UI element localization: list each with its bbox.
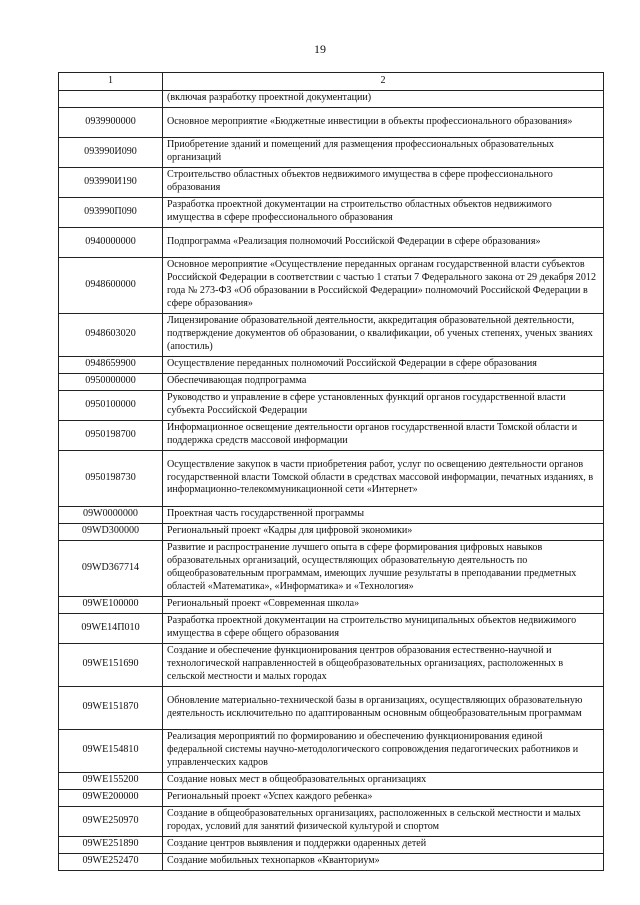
row-code: 0950198700 xyxy=(59,421,163,451)
row-description: Региональный проект «Современная школа» xyxy=(163,597,604,614)
row-code: 09W0000000 xyxy=(59,507,163,524)
row-code: 093990П090 xyxy=(59,198,163,228)
row-description: Создание новых мест в общеобразовательных организациях xyxy=(163,773,604,790)
table-row xyxy=(59,451,604,507)
row-description: Разработка проектной документации на строительство областных объектов недвижимого имущества в сфере профессионального образования xyxy=(163,198,604,228)
row-description: Осуществление переданных полномочий Российской Федерации в сфере образования xyxy=(163,357,604,374)
table-row xyxy=(59,837,604,854)
row-description: Осуществление закупок в части приобретения работ, услуг по освещению деятельности органов государственной власти Томской области в средствах массовой информации, печатных изданиях, в информационно-телекоммуникационной сети «Интернет» xyxy=(163,451,604,507)
budget-classification-table xyxy=(58,72,604,871)
row-code: 0948603020 xyxy=(59,314,163,357)
table-row xyxy=(59,687,604,730)
row-description: Обеспечивающая подпрограмма xyxy=(163,374,604,391)
row-code: 09WE155200 xyxy=(59,773,163,790)
table-row xyxy=(59,168,604,198)
table-row xyxy=(59,614,604,644)
row-description: Информационное освещение деятельности органов государственной власти Томской области и поддержка средств массовой информации xyxy=(163,421,604,451)
row-description: Региональный проект «Успех каждого ребенка» xyxy=(163,790,604,807)
table-row xyxy=(59,597,604,614)
table-row xyxy=(59,91,604,108)
row-description: Основное мероприятие «Осуществление переданных органам государственной власти субъектов Российской Федерации в соответствии с частью 1 статьи 7 Федерального закона от 29 декабря 2012 года № 273-ФЗ «Об образовании в Российской Федерации» полномочий Российской Федерации в сфере образования» xyxy=(163,258,604,314)
row-code: 09WE151690 xyxy=(59,644,163,687)
row-code: 09WE154810 xyxy=(59,730,163,773)
table-row xyxy=(59,644,604,687)
table-row xyxy=(59,357,604,374)
row-description: Лицензирование образовательной деятельности, аккредитация образовательной деятельности, подтверждение документов об образовании, о квалификации, об ученых степенях, ученых званиях (апостиль) xyxy=(163,314,604,357)
row-description: Приобретение зданий и помещений для размещения профессиональных образовательных организаций xyxy=(163,138,604,168)
row-code: 0950100000 xyxy=(59,391,163,421)
row-code: 0940000000 xyxy=(59,228,163,258)
table-row xyxy=(59,198,604,228)
row-description: Разработка проектной документации на строительство муниципальных объектов недвижимого имущества в сфере общего образования xyxy=(163,614,604,644)
row-description: Региональный проект «Кадры для цифровой экономики» xyxy=(163,524,604,541)
row-description: Создание центров выявления и поддержки одаренных детей xyxy=(163,837,604,854)
row-code: 0948659900 xyxy=(59,357,163,374)
row-description: (включая разработку проектной документации) xyxy=(163,91,604,108)
row-code: 09WE251890 xyxy=(59,837,163,854)
table-row xyxy=(59,730,604,773)
row-code: 0950198730 xyxy=(59,451,163,507)
row-description: Реализация мероприятий по формированию и обеспечению функционирования единой федеральной системы научно-методологического сопровождения педагогических работников и управленческих кадров xyxy=(163,730,604,773)
column-header-code: 1 xyxy=(59,73,163,91)
row-code: 09WE250970 xyxy=(59,807,163,837)
column-header-description: 2 xyxy=(163,73,604,91)
row-code: 09WE200000 xyxy=(59,790,163,807)
table-row xyxy=(59,524,604,541)
table-row xyxy=(59,374,604,391)
table-row xyxy=(59,541,604,597)
row-description: Подпрограмма «Реализация полномочий Российской Федерации в сфере образования» xyxy=(163,228,604,258)
table-row xyxy=(59,773,604,790)
row-code: 093990И090 xyxy=(59,138,163,168)
table-row xyxy=(59,790,604,807)
row-code: 09WE151870 xyxy=(59,687,163,730)
row-description: Строительство областных объектов недвижимого имущества в сфере профессионального образования xyxy=(163,168,604,198)
row-code: 093990И190 xyxy=(59,168,163,198)
table-row xyxy=(59,421,604,451)
page-number: 19 xyxy=(314,42,326,56)
row-description: Руководство и управление в сфере установленных функций органов государственной власти субъекта Российской Федерации xyxy=(163,391,604,421)
row-code: 09WE100000 xyxy=(59,597,163,614)
row-code: 09WD300000 xyxy=(59,524,163,541)
table-row xyxy=(59,258,604,314)
table-row xyxy=(59,507,604,524)
table-row xyxy=(59,314,604,357)
row-code: 0939900000 xyxy=(59,108,163,138)
row-code: 09WE14П010 xyxy=(59,614,163,644)
row-description: Основное мероприятие «Бюджетные инвестиции в объекты профессионального образования» xyxy=(163,108,604,138)
table-header-row xyxy=(59,73,604,91)
table-row xyxy=(59,391,604,421)
row-code: 09WD367714 xyxy=(59,541,163,597)
row-code: 0950000000 xyxy=(59,374,163,391)
table-row xyxy=(59,854,604,871)
row-code xyxy=(59,91,163,108)
table-row xyxy=(59,108,604,138)
row-description: Создание в общеобразовательных организациях, расположенных в сельской местности и малых городах, условий для занятий физической культурой и спортом xyxy=(163,807,604,837)
row-description: Обновление материально-технической базы в организациях, осуществляющих образовательную деятельность исключительно по адаптированным основным общеобразовательным программам xyxy=(163,687,604,730)
row-description: Развитие и распространение лучшего опыта в сфере формирования цифровых навыков образовательных организаций, осуществляющих образовательную деятельность по общеобразовательным программам, имеющих лучшие результаты в преподавании предметных областей «Математика», «Информатика» и «Технология» xyxy=(163,541,604,597)
row-description: Создание и обеспечение функционирования центров образования естественно-научной и технологической направленностей в общеобразовательных организациях, расположенных в сельской местности и малых городах xyxy=(163,644,604,687)
table-row xyxy=(59,228,604,258)
table-row xyxy=(59,807,604,837)
table-row xyxy=(59,138,604,168)
row-description: Проектная часть государственной программы xyxy=(163,507,604,524)
row-code: 09WE252470 xyxy=(59,854,163,871)
row-code: 0948600000 xyxy=(59,258,163,314)
row-description: Создание мобильных технопарков «Кванториум» xyxy=(163,854,604,871)
